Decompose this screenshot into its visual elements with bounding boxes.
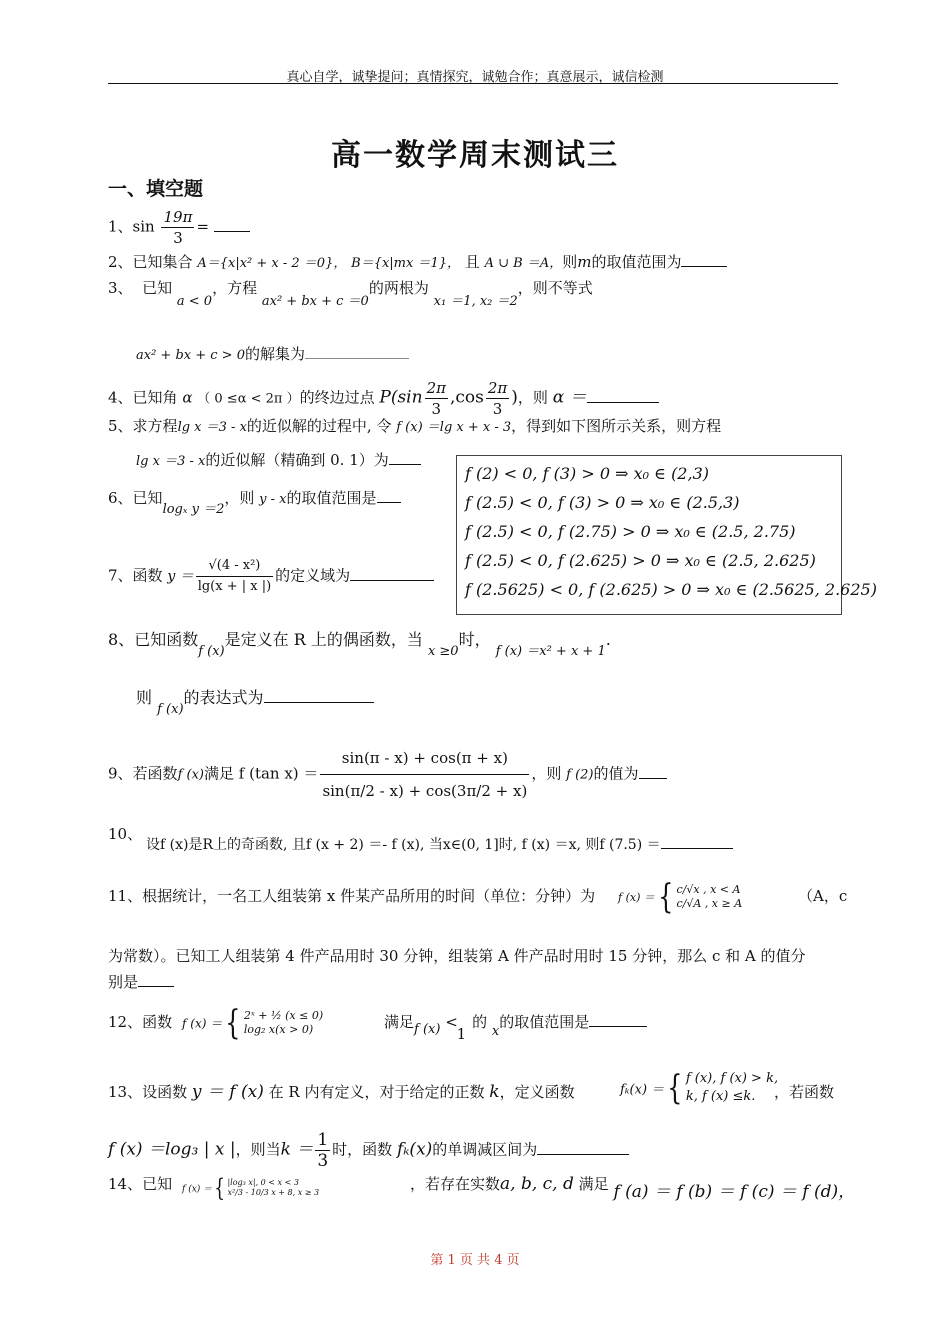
header-divider <box>108 83 838 84</box>
question-9 <box>108 748 667 801</box>
question-text: 函数 <box>142 1013 173 1031</box>
page-number-footer: 第 1 页 共 4 页 <box>430 1253 520 1268</box>
question-text: 的近似解的过程中, 令 <box>246 417 392 435</box>
question-1 <box>108 207 250 248</box>
question-number: 14、 <box>108 1175 143 1193</box>
math-expr: ax² + bx + c > 0 <box>136 348 245 363</box>
question-text: 已知函数 <box>134 630 199 649</box>
math-expr: f (x) <box>414 1022 441 1037</box>
math-expr: lg x ＝3 - x <box>177 420 247 435</box>
question-number: 8、 <box>108 630 135 649</box>
question-text: 设f (x)是R上的奇函数, 且f (x + 2) ＝- f (x), 当x∈(0, 1]时, f (x) ＝x, 则f (7.5) ＝ <box>146 837 661 853</box>
answer-blank[interactable] <box>264 688 374 703</box>
question-text: 已知 <box>132 489 163 507</box>
question-text: 时， <box>458 630 491 649</box>
math-var: k <box>489 1082 500 1102</box>
question-text: 的取值范围是 <box>499 1013 590 1031</box>
math-expr: sin <box>132 217 155 236</box>
question-text: 已知角 <box>132 388 178 407</box>
bisection-step: f (2) < 0, f (3) > 0 ⇒ x₀ ∈ (2,3) <box>465 464 709 483</box>
math-expr: B＝{x|mx ＝1}， <box>351 256 461 271</box>
question-12-tail <box>384 1012 647 1043</box>
question-number: 4、 <box>108 388 133 407</box>
fraction-denominator: lg(x + | x |) <box>197 579 272 594</box>
question-number: 2、 <box>108 253 133 271</box>
question-number: 12、 <box>108 1013 143 1031</box>
math-expr: f (x) ＝log₃ | x | <box>108 1139 236 1160</box>
question-10-number: 10、 <box>108 825 143 843</box>
question-8 <box>108 630 611 659</box>
math-expr: x ≥0 <box>427 644 459 659</box>
question-11-line-2: 为常数）。已知工人组装第 4 件产品用时 30 分钟，组装第 A 件产品时用时 15 分钟，那么 c 和 A 的值分 <box>108 947 806 965</box>
question-number: 11、 <box>108 887 143 905</box>
question-text: 的近似解（精确到 0. 1）为 <box>205 451 389 469</box>
question-text: 时，函数 <box>332 1140 393 1159</box>
piecewise-function: f (x) ＝{ c/√x , x < A c/√A , x ≥ A <box>618 877 743 917</box>
math-expr: a < 0 <box>176 294 213 309</box>
question-4 <box>108 378 659 419</box>
math-expr: f (2) <box>566 767 594 783</box>
math-expr: f (x) ＝ <box>182 1184 213 1195</box>
fraction <box>320 748 529 801</box>
math-expr: ,cos <box>449 387 484 408</box>
piecewise-case: f (x), f (x) > k, <box>685 1071 779 1086</box>
answer-blank[interactable] <box>389 450 421 465</box>
equals-sign: = <box>196 217 210 236</box>
fraction-denominator: 3 <box>317 1151 329 1171</box>
question-number: 3、 <box>108 279 133 297</box>
piecewise-case: c/√x , x < A <box>676 883 741 896</box>
fraction-numerator: 19π <box>163 208 193 226</box>
piecewise-function: fₖ(x) ＝{ f (x), f (x) > k, k, f (x) ≤k. <box>620 1068 779 1108</box>
question-text: 的终边过点 <box>299 388 375 407</box>
question-text: 满足 <box>203 764 234 783</box>
math-expr: α ＝ <box>552 387 587 408</box>
question-text: 的表达式为 <box>183 688 264 707</box>
question-text: 若函数 <box>132 764 178 783</box>
math-expr: y ＝ f (x) <box>191 1082 264 1102</box>
question-text: 求方程 <box>132 417 178 435</box>
math-expr: lg x ＝3 - x <box>136 454 206 469</box>
question-text: . <box>605 630 611 649</box>
piecewise-case: |log₃ x|, 0 < x < 3 <box>227 1178 299 1187</box>
question-text: 设函数 <box>142 1083 188 1101</box>
question-text: ，得到如下图所示关系，则方程 <box>511 417 722 435</box>
question-text: 满足 <box>578 1175 609 1193</box>
question-text: ，则 <box>224 489 255 507</box>
fraction <box>486 378 509 419</box>
fraction-numerator: √(4 - x²) <box>196 556 273 577</box>
fraction-denominator: 3 <box>173 229 183 247</box>
answer-blank[interactable] <box>681 252 727 267</box>
bisection-step: f (2.5) < 0, f (3) > 0 ⇒ x₀ ∈ (2.5,3) <box>465 493 740 512</box>
question-text: ，定义函数 <box>499 1083 575 1101</box>
question-number: 13、 <box>108 1083 143 1101</box>
math-expr: f (x) <box>177 767 204 783</box>
question-12 <box>108 1012 172 1032</box>
fraction-denominator: sin(π/2 - x) + cos(3π/2 + x) <box>322 782 528 800</box>
piecewise-case: c/√A , x ≥ A <box>676 897 743 910</box>
question-14-tail <box>410 1174 856 1202</box>
question-11 <box>108 886 595 906</box>
fraction <box>315 1130 330 1171</box>
answer-blank[interactable] <box>661 834 733 849</box>
question-text: 的 <box>472 1013 488 1031</box>
question-3-line-2 <box>136 344 409 366</box>
question-3 <box>108 278 593 309</box>
piecewise-case: k, f (x) ≤k. <box>685 1089 756 1104</box>
question-11-line-3 <box>108 972 174 992</box>
answer-blank[interactable] <box>589 1012 647 1027</box>
question-text: 满足 <box>384 1013 415 1031</box>
math-expr: f (a) ＝ f (b) ＝ f (c) ＝ f (d)， <box>613 1182 856 1202</box>
answer-blank[interactable] <box>639 764 667 779</box>
question-text: ，则 <box>517 388 548 407</box>
answer-blank[interactable] <box>537 1140 629 1155</box>
math-expr: y ＝ <box>167 568 194 585</box>
question-5-line-2 <box>136 450 421 472</box>
question-text: 的两根为 <box>368 279 429 297</box>
page-header-motto: 真心自学，诚挚提问；真情探究，诚勉合作；真意展示，诚信检测 <box>286 70 664 85</box>
question-text: ，方程 <box>212 279 258 297</box>
math-expr: fₖ(x) <box>396 1139 433 1160</box>
answer-blank[interactable] <box>138 972 174 987</box>
question-text: 的取值范围为 <box>591 253 682 271</box>
question-number: 9、 <box>108 764 133 783</box>
math-expr: fₖ(x) ＝ <box>620 1082 665 1098</box>
question-text: 已知集合 <box>132 253 193 271</box>
answer-blank[interactable] <box>350 566 434 581</box>
piecewise-case: 2ˣ + ½ (x ≤ 0) <box>243 1009 324 1022</box>
answer-blank[interactable] <box>377 488 401 503</box>
question-number: 5、 <box>108 417 133 435</box>
bisection-step: f (2.5) < 0, f (2.625) > 0 ⇒ x₀ ∈ (2.5, 2.625) <box>465 551 816 570</box>
math-expr: logₓ y ＝2 <box>162 502 225 517</box>
question-text: 的解集为 <box>244 345 305 363</box>
fraction-denominator: 3 <box>492 400 503 418</box>
answer-blank[interactable] <box>305 344 409 359</box>
question-10 <box>146 834 733 855</box>
question-text: 已知 <box>142 279 173 297</box>
question-text: 则 <box>562 253 578 271</box>
math-expr: f (x) ＝x² + x + 1 <box>495 644 606 659</box>
fraction-numerator: 2π <box>487 379 508 397</box>
math-var: α <box>182 388 193 407</box>
question-text: 在 R 内有定义，对于给定的正数 <box>268 1083 485 1101</box>
question-6 <box>108 488 401 517</box>
question-2 <box>108 252 727 274</box>
piecewise-case: x²/3 - 10/3 x + 8, x ≥ 3 <box>227 1188 320 1197</box>
math-expr: f (tan x) ＝ <box>238 764 319 783</box>
question-number: 1、 <box>108 217 133 236</box>
question-text: 的定义域为 <box>275 566 351 585</box>
question-11-tail: （A，c <box>798 887 848 905</box>
fraction-numerator: 2π <box>426 379 446 397</box>
question-text: 且 <box>464 253 480 271</box>
math-expr: ) <box>511 387 518 408</box>
question-13-tail: ，若函数 <box>774 1083 835 1101</box>
math-expr: f (x) <box>198 644 225 659</box>
question-text: 函数 <box>132 566 163 585</box>
fraction-numerator: sin(π - x) + cos(π + x) <box>320 748 529 775</box>
math-expr: k ＝ <box>280 1139 314 1160</box>
question-text: ，则 <box>531 764 562 783</box>
answer-blank[interactable] <box>587 388 659 403</box>
piecewise-case: log₂ x(x > 0) <box>243 1023 314 1036</box>
fraction <box>196 556 273 597</box>
math-expr: f (x) <box>157 702 184 717</box>
question-5 <box>108 416 721 438</box>
piecewise-function: f (x) ＝{ 2ˣ + ½ (x ≤ 0) log₂ x(x > 0) <box>182 1003 324 1043</box>
question-text: ，则不等式 <box>517 279 593 297</box>
question-text: 的单调减区间为 <box>432 1140 538 1159</box>
math-expr: P(sin <box>379 387 423 408</box>
question-text: 的值为 <box>593 764 639 783</box>
question-text: 是定义在 R 上的偶函数，当 <box>224 630 423 649</box>
fraction-denominator: 3 <box>431 400 442 418</box>
math-expr: x₁ ＝1, x₂ ＝2 <box>433 294 518 309</box>
question-text: 的取值范围是 <box>286 489 377 507</box>
page-title: 高一数学周末测试三 <box>331 138 619 173</box>
math-expr: < <box>445 1013 458 1031</box>
question-text: 根据统计，一名工人组装第 x 件某产品所用的时间（单位：分钟）为 <box>142 887 596 905</box>
question-13 <box>108 1082 575 1102</box>
question-14 <box>108 1174 172 1194</box>
question-number: 6、 <box>108 489 133 507</box>
question-text: 已知 <box>142 1175 173 1193</box>
math-expr: f (x) ＝lg x + x - 3 <box>396 420 512 435</box>
answer-blank[interactable] <box>214 217 250 232</box>
math-expr: A＝{x|x² + x - 2 ＝0}， <box>197 256 347 271</box>
question-text: ，若存在实数 <box>410 1175 501 1193</box>
math-expr: A ∪ B ＝A， <box>484 256 563 271</box>
question-13-line-2 <box>108 1130 629 1171</box>
fraction <box>161 207 194 248</box>
question-number: 7、 <box>108 566 133 585</box>
question-8-line-2 <box>136 688 374 717</box>
math-expr: 1 <box>456 1025 467 1043</box>
question-7 <box>108 556 434 597</box>
section-heading: 一、填空题 <box>108 178 204 200</box>
question-text: 别是 <box>108 973 139 991</box>
math-expr: y - x <box>259 492 287 507</box>
math-expr: f (x) ＝ <box>182 1016 223 1031</box>
piecewise-function: f (x) ＝{ |log₃ x|, 0 < x < 3 x²/3 - 10/3 x + 8, x ≥ 3 <box>182 1174 320 1202</box>
bisection-step: f (2.5) < 0, f (2.75) > 0 ⇒ x₀ ∈ (2.5, 2.75) <box>465 522 796 541</box>
math-expr: ax² + bx + c ＝0 <box>261 294 369 309</box>
question-text: ，则当 <box>235 1140 281 1159</box>
bisection-table <box>456 455 877 615</box>
question-text: 则 <box>136 688 153 707</box>
fraction <box>425 378 448 419</box>
math-expr: a, b, c, d <box>500 1174 574 1194</box>
math-expr: （ 0 ≤α < 2π ） <box>197 391 300 407</box>
math-var: m <box>577 253 592 271</box>
fraction-numerator: 1 <box>317 1130 329 1150</box>
math-var: x <box>491 1024 500 1039</box>
bisection-step: f (2.5625) < 0, f (2.625) > 0 ⇒ x₀ ∈ (2.5625, 2.625) <box>465 580 877 599</box>
